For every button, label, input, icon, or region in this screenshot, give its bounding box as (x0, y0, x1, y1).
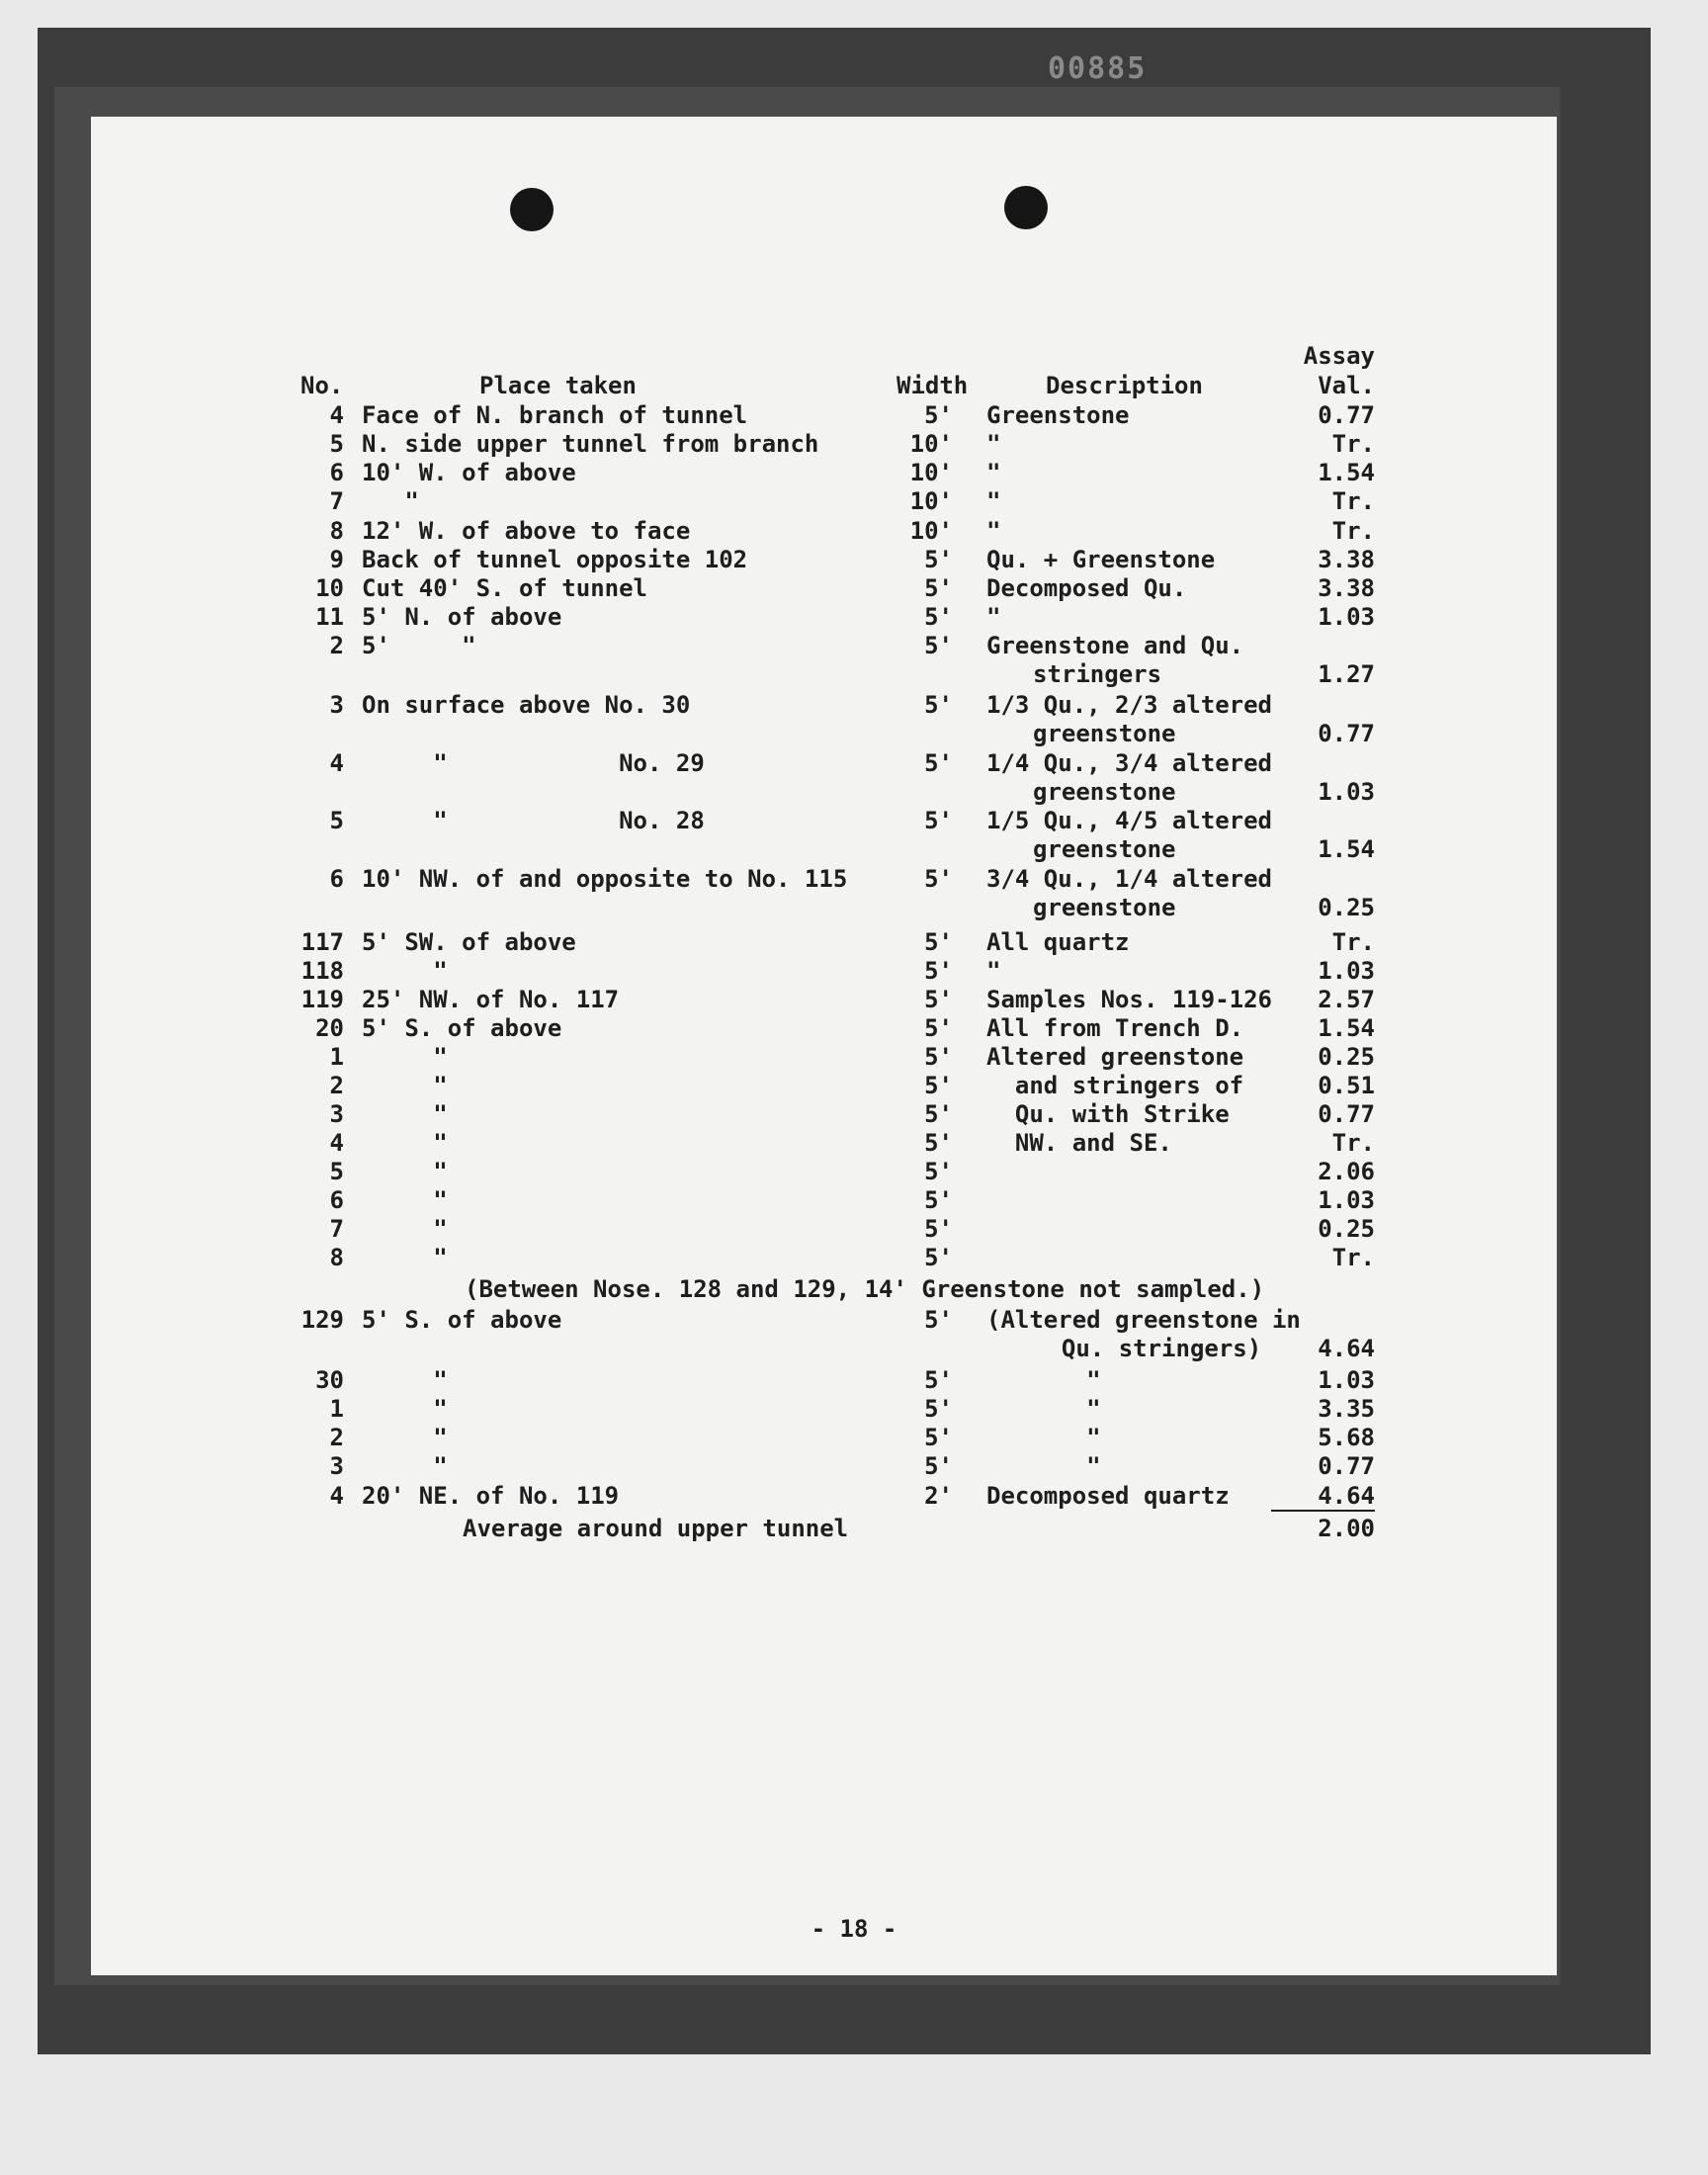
row-place: " (362, 1129, 448, 1157)
row-no: 30 (315, 1366, 344, 1394)
header-description: Description (1046, 372, 1203, 399)
row-no: 3 (329, 691, 344, 719)
row-no: 3 (329, 1100, 344, 1128)
row-description: All quartz (986, 928, 1130, 956)
row-no: 5 (329, 1158, 344, 1185)
row-assay-value: 1.03 (1318, 957, 1375, 985)
page-id-mark: 00885 (1048, 51, 1148, 86)
row-description: 1/4 Qu., 3/4 altered (986, 749, 1272, 777)
header-place: Place taken (479, 372, 637, 399)
row-assay-value: 1.54 (1318, 1014, 1375, 1042)
row-no: 4 (329, 1482, 344, 1510)
row-description: " (986, 1395, 1101, 1423)
row-width: 10' (909, 430, 953, 458)
row-width: 5' (924, 1366, 953, 1394)
row-width: 5' (924, 986, 953, 1013)
row-width: 5' (924, 928, 953, 956)
row-place: " (362, 1158, 448, 1185)
row-no: 129 (300, 1306, 344, 1334)
row-description: Greenstone (986, 401, 1130, 429)
punch-hole-left (510, 188, 554, 231)
row-place: " (362, 1072, 448, 1099)
row-description: Samples Nos. 119-126 (986, 986, 1272, 1013)
average-value: 2.00 (1318, 1515, 1375, 1542)
row-description: " (986, 1366, 1101, 1394)
row-assay-value: 2.57 (1318, 986, 1375, 1013)
row-width: 5' (924, 1014, 953, 1042)
row-width: 5' (924, 865, 953, 893)
row-assay-value: Tr. (1331, 1244, 1375, 1271)
header-width: Width (897, 372, 969, 399)
row-place: 5' S. of above (362, 1014, 562, 1042)
row-place: " (362, 487, 419, 515)
row-description-cont: Qu. stringers) (1033, 1335, 1262, 1362)
row-no: 2 (329, 1424, 344, 1451)
row-assay-value: 1.54 (1318, 835, 1375, 863)
row-no: 119 (300, 986, 344, 1013)
row-no: 2 (329, 1072, 344, 1099)
row-assay-value: 1.03 (1318, 603, 1375, 631)
row-description: Greenstone and Qu. (986, 632, 1244, 659)
row-assay-value: 4.64 (1318, 1335, 1375, 1362)
row-no: 6 (329, 1186, 344, 1214)
row-description: Altered greenstone (986, 1043, 1244, 1071)
row-width: 5' (924, 1306, 953, 1334)
row-no: 8 (329, 517, 344, 545)
row-place: " (362, 1215, 448, 1243)
row-assay-value: 0.25 (1318, 1043, 1375, 1071)
row-description: and stringers of (986, 1072, 1244, 1099)
row-width: 5' (924, 1129, 953, 1157)
row-no: 8 (329, 1244, 344, 1271)
row-width: 5' (924, 807, 953, 834)
row-width: 5' (924, 401, 953, 429)
row-assay-value: 0.25 (1318, 894, 1375, 921)
row-description: " (986, 517, 1001, 545)
row-assay-value: Tr. (1331, 487, 1375, 515)
row-no: 10 (315, 574, 344, 602)
row-no: 1 (329, 1043, 344, 1071)
row-assay-value: 3.35 (1318, 1395, 1375, 1423)
row-assay-value: 2.06 (1318, 1158, 1375, 1185)
row-no: 5 (329, 807, 344, 834)
row-width: 10' (909, 459, 953, 486)
row-note: (Between Nose. 128 and 129, 14' Greenstone not sampled.) (465, 1275, 1265, 1303)
row-assay-value: Tr. (1331, 517, 1375, 545)
row-assay-value: 0.51 (1318, 1072, 1375, 1099)
row-place: " (362, 1424, 448, 1451)
row-width: 5' (924, 1215, 953, 1243)
row-assay-value: 4.64 (1271, 1484, 1375, 1512)
row-place: 5' S. of above (362, 1306, 562, 1334)
row-assay-value: 1.54 (1318, 459, 1375, 486)
header-assay-val: Val. (1318, 372, 1375, 399)
row-assay-value: Tr. (1331, 928, 1375, 956)
row-width: 10' (909, 487, 953, 515)
row-no: 117 (300, 928, 344, 956)
row-description-cont: greenstone (1033, 720, 1176, 747)
header-no: No. (300, 372, 344, 399)
row-place: " (362, 1366, 448, 1394)
row-assay-value: 1.27 (1318, 660, 1375, 688)
row-no: 4 (329, 749, 344, 777)
row-width: 10' (909, 517, 953, 545)
row-no: 5 (329, 430, 344, 458)
row-description: Qu. with Strike (986, 1100, 1230, 1128)
row-width: 5' (924, 1424, 953, 1451)
row-place: " No. 28 (362, 807, 705, 834)
row-assay-value: 0.77 (1318, 401, 1375, 429)
row-place: On surface above No. 30 (362, 691, 691, 719)
row-place: Face of N. branch of tunnel (362, 401, 748, 429)
row-width: 5' (924, 749, 953, 777)
row-description: NW. and SE. (986, 1129, 1172, 1157)
row-no: 3 (329, 1452, 344, 1480)
row-no: 11 (315, 603, 344, 631)
row-description: " (986, 1452, 1101, 1480)
punch-hole-right (1004, 186, 1048, 229)
row-width: 5' (924, 574, 953, 602)
row-place: 25' NW. of No. 117 (362, 986, 620, 1013)
row-description: Qu. + Greenstone (986, 546, 1216, 573)
row-width: 5' (924, 1158, 953, 1185)
row-description: 1/5 Qu., 4/5 altered (986, 807, 1272, 834)
row-description: Decomposed quartz (986, 1482, 1230, 1510)
row-no: 6 (329, 865, 344, 893)
row-place: " (362, 1244, 448, 1271)
row-no: 1 (329, 1395, 344, 1423)
row-description: " (986, 430, 1001, 458)
row-width: 5' (924, 957, 953, 985)
row-assay-value: 0.77 (1318, 1100, 1375, 1128)
page-number: - 18 - (811, 1915, 897, 1943)
row-place: 20' NE. of No. 119 (362, 1482, 620, 1510)
row-place: Cut 40' S. of tunnel (362, 574, 647, 602)
row-description: " (986, 957, 1001, 985)
row-place: Back of tunnel opposite 102 (362, 546, 748, 573)
row-no: 7 (329, 1215, 344, 1243)
row-place: 5' SW. of above (362, 928, 576, 956)
row-no: 9 (329, 546, 344, 573)
row-place: " (362, 957, 448, 985)
row-description-cont: greenstone (1033, 894, 1176, 921)
row-width: 5' (924, 603, 953, 631)
row-description: 3/4 Qu., 1/4 altered (986, 865, 1272, 893)
row-no: 4 (329, 1129, 344, 1157)
row-description: " (986, 603, 1001, 631)
row-description: (Altered greenstone in (986, 1306, 1301, 1334)
row-description: Decomposed Qu. (986, 574, 1187, 602)
row-place: " (362, 1043, 448, 1071)
row-place: " (362, 1186, 448, 1214)
row-no: 4 (329, 401, 344, 429)
row-description: " (986, 1424, 1101, 1451)
row-assay-value: 1.03 (1318, 1186, 1375, 1214)
row-width: 5' (924, 1100, 953, 1128)
row-assay-value: 0.25 (1318, 1215, 1375, 1243)
row-place: 10' W. of above (362, 459, 576, 486)
row-description-cont: greenstone (1033, 778, 1176, 806)
row-place: " (362, 1395, 448, 1423)
row-assay-value: 5.68 (1318, 1424, 1375, 1451)
row-place: 10' NW. of and opposite to No. 115 (362, 865, 848, 893)
row-description-cont: stringers (1033, 660, 1162, 688)
row-place: N. side upper tunnel from branch (362, 430, 819, 458)
row-place: " (362, 1452, 448, 1480)
header-assay-top: Assay (1303, 342, 1375, 370)
row-place: 5' " (362, 632, 476, 659)
row-assay-value: 1.03 (1318, 1366, 1375, 1394)
row-no: 118 (300, 957, 344, 985)
row-description: 1/3 Qu., 2/3 altered (986, 691, 1272, 719)
row-no: 20 (315, 1014, 344, 1042)
row-place: " (362, 1100, 448, 1128)
row-description-cont: greenstone (1033, 835, 1176, 863)
row-width: 5' (924, 632, 953, 659)
row-assay-value: 0.77 (1318, 1452, 1375, 1480)
row-description: " (986, 487, 1001, 515)
row-width: 2' (924, 1482, 953, 1510)
row-no: 6 (329, 459, 344, 486)
row-width: 5' (924, 1395, 953, 1423)
average-label: Average around upper tunnel (463, 1515, 849, 1542)
row-width: 5' (924, 1452, 953, 1480)
row-width: 5' (924, 1072, 953, 1099)
row-place: 5' N. of above (362, 603, 562, 631)
row-width: 5' (924, 1244, 953, 1271)
row-width: 5' (924, 546, 953, 573)
row-assay-value: 3.38 (1318, 574, 1375, 602)
row-assay-value: Tr. (1331, 430, 1375, 458)
row-width: 5' (924, 691, 953, 719)
row-width: 5' (924, 1186, 953, 1214)
row-place: " No. 29 (362, 749, 705, 777)
row-assay-value: 3.38 (1318, 546, 1375, 573)
row-assay-value: Tr. (1331, 1129, 1375, 1157)
row-width: 5' (924, 1043, 953, 1071)
row-assay-value: 1.03 (1318, 778, 1375, 806)
row-no: 7 (329, 487, 344, 515)
row-description: All from Trench D. (986, 1014, 1244, 1042)
row-description: " (986, 459, 1001, 486)
row-no: 2 (329, 632, 344, 659)
row-place: 12' W. of above to face (362, 517, 691, 545)
row-assay-value: 0.77 (1318, 720, 1375, 747)
